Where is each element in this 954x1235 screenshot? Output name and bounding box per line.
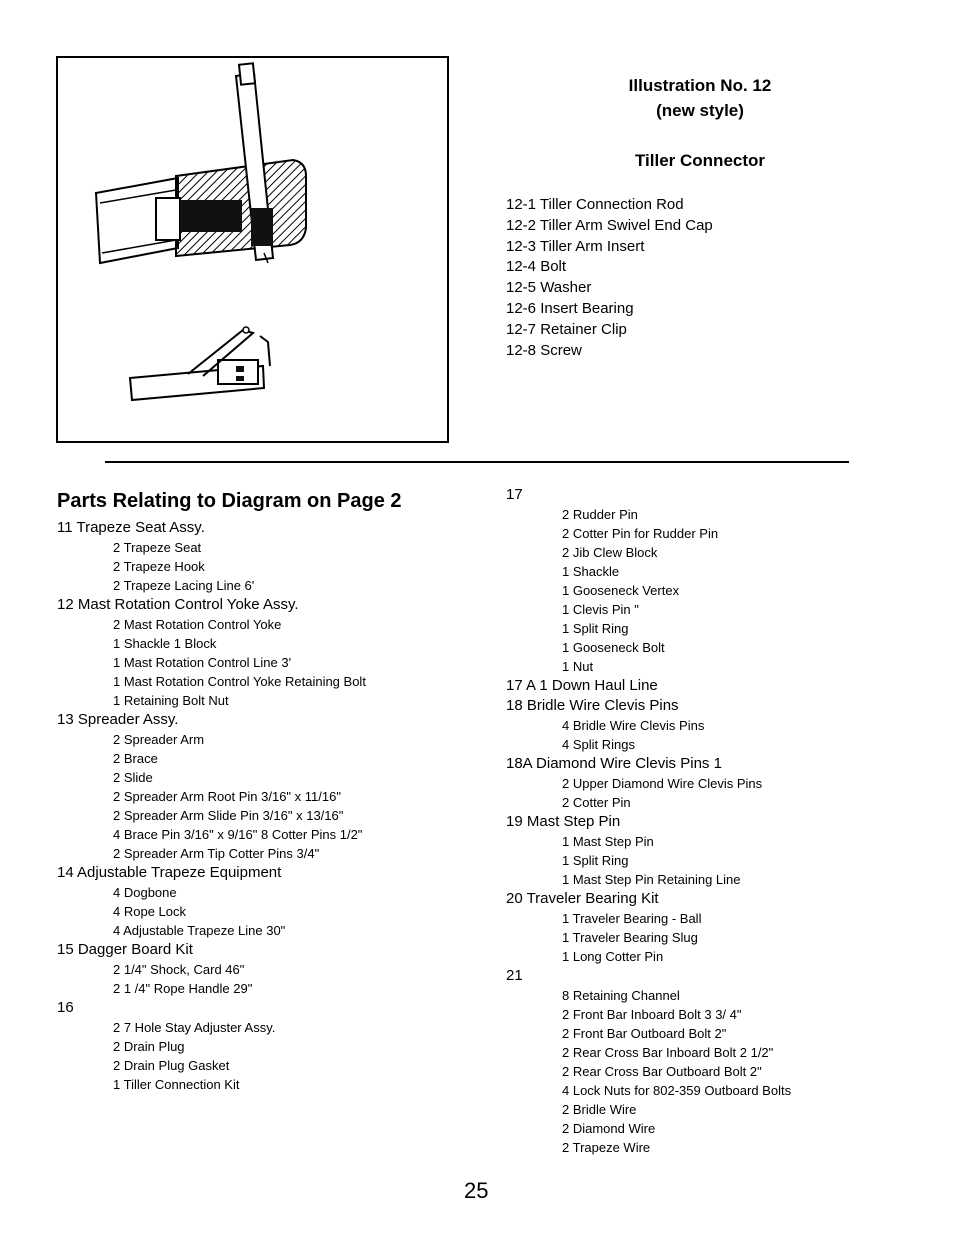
parts-list-item: 2 Rudder Pin (562, 507, 638, 522)
parts-list-item: 2 Diamond Wire (562, 1121, 656, 1136)
illustration-frame (56, 56, 449, 443)
parts-list-item: 2 Trapeze Wire (562, 1140, 651, 1155)
legend-item: 12-5 Washer (506, 279, 592, 297)
parts-list-item: 1 Mast Step Pin (562, 834, 654, 849)
parts-list-item: 8 Retaining Channel (562, 988, 680, 1003)
parts-list-item: 4 Bridle Wire Clevis Pins (562, 718, 705, 733)
parts-list-item: 4 Rope Lock (113, 904, 186, 919)
parts-list-item: 2 Brace (113, 751, 158, 766)
legend-item: 12-8 Screw (506, 341, 582, 359)
parts-list-item: 1 Nut (562, 659, 594, 674)
parts-list-item: 1 Long Cotter Pin (562, 949, 664, 964)
parts-list-item: 2 Drain Plug (113, 1039, 185, 1054)
tiller-connector-drawing (58, 58, 447, 441)
parts-list-item: 1 Mast Rotation Control Line 3' (113, 655, 292, 670)
parts-group-label: 15 Dagger Board Kit (57, 941, 193, 958)
parts-list-item: 2 Rear Cross Bar Inboard Bolt 2 1/2" (562, 1045, 774, 1060)
parts-list-item: 2 Jib Clew Block (562, 545, 658, 560)
parts-list-item: 2 Rear Cross Bar Outboard Bolt 2" (562, 1064, 762, 1079)
parts-list-item: 2 Spreader Arm Root Pin 3/16" x 11/16" (113, 789, 341, 804)
parts-group-label: 18A Diamond Wire Clevis Pins 1 (506, 755, 722, 772)
legend-item: 12-4 Bolt (506, 258, 567, 276)
parts-list-item: 2 1/4" Shock, Card 46" (113, 962, 245, 977)
parts-group-label: 19 Mast Step Pin (506, 813, 621, 830)
parts-group-label: 12 Mast Rotation Control Yoke Assy. (57, 596, 299, 613)
parts-group-label: 11 Trapeze Seat Assy. (57, 519, 205, 536)
parts-list-item: 2 Mast Rotation Control Yoke (113, 617, 282, 632)
parts-list-right (506, 485, 791, 1157)
parts-group-label: 16 (57, 999, 74, 1016)
parts-list-item: 2 Front Bar Inboard Bolt 3 3/ 4" (562, 1007, 742, 1022)
parts-list-item: 1 Split Ring (562, 853, 629, 868)
parts-list-item: 2 Trapeze Seat (113, 540, 202, 555)
parts-list-item: 1 Gooseneck Bolt (562, 640, 665, 655)
parts-group-label: 21 (506, 967, 523, 984)
parts-list-item: 2 Cotter Pin for Rudder Pin (562, 526, 719, 541)
parts-group-label: 13 Spreader Assy. (57, 711, 179, 728)
parts-group-label: 17 A 1 Down Haul Line (506, 677, 658, 694)
parts-list-item: 2 1 /4" Rope Handle 29" (113, 981, 253, 996)
parts-list-item: 2 Slide (113, 770, 153, 785)
parts-list-item: 1 Mast Rotation Control Yoke Retaining Bolt (113, 674, 366, 689)
parts-list-item: 2 Trapeze Lacing Line 6' (113, 578, 255, 593)
parts-list-item: 2 Bridle Wire (562, 1102, 637, 1117)
parts-list-item: 1 Gooseneck Vertex (562, 583, 680, 598)
legend-item: 12-7 Retainer Clip (506, 320, 627, 338)
parts-list-item: 2 Drain Plug Gasket (113, 1058, 230, 1073)
parts-list-item: 1 Shackle (562, 564, 620, 579)
parts-list-item: 2 Upper Diamond Wire Clevis Pins (562, 776, 763, 791)
illustration-legend (506, 195, 713, 361)
parts-group-label: 17 (506, 486, 523, 503)
legend-item: 12-3 Tiller Arm Insert (506, 237, 645, 255)
parts-list-left (57, 518, 366, 1094)
section-divider (105, 461, 849, 463)
parts-list-item: 1 Tiller Connection Kit (113, 1077, 240, 1092)
parts-list-item: 4 Adjustable Trapeze Line 30" (113, 923, 286, 938)
parts-section-title: Parts Relating to Diagram on Page 2 (57, 490, 402, 512)
parts-list-item: 2 Spreader Arm Slide Pin 3/16" x 13/16" (113, 808, 344, 823)
parts-list-item: 1 Mast Step Pin Retaining Line (562, 872, 741, 887)
parts-list-item: 2 7 Hole Stay Adjuster Assy. (113, 1020, 276, 1035)
illustration-subtitle: (new style) (656, 101, 744, 120)
parts-list-item: 2 Cotter Pin (562, 795, 631, 810)
legend-item: 12-1 Tiller Connection Rod (506, 196, 684, 213)
parts-list-item: 2 Spreader Arm Tip Cotter Pins 3/4" (113, 846, 320, 861)
legend-item: 12-6 Insert Bearing (506, 299, 634, 317)
parts-group-label: 18 Bridle Wire Clevis Pins (506, 697, 679, 714)
illustration-title: Illustration No. 12 (628, 76, 772, 95)
parts-group-label: 20 Traveler Bearing Kit (506, 890, 659, 907)
parts-list-item: 1 Traveler Bearing - Ball (562, 911, 702, 926)
parts-list-item: 2 Spreader Arm (113, 732, 205, 747)
parts-list-item: 4 Lock Nuts for 802-359 Outboard Bolts (562, 1083, 792, 1098)
parts-list-item: 4 Split Rings (562, 737, 635, 752)
parts-list-item: 1 Retaining Bolt Nut (113, 693, 229, 708)
parts-list-item: 4 Brace Pin 3/16" x 9/16" 8 Cotter Pins 1/2" (113, 827, 363, 842)
parts-list-item: 1 Traveler Bearing Slug (562, 930, 698, 945)
parts-list-item: 1 Shackle 1 Block (113, 636, 217, 651)
illustration-subject: Tiller Connector (634, 151, 766, 170)
parts-list-item: 2 Front Bar Outboard Bolt 2" (562, 1026, 727, 1041)
legend-item: 12-2 Tiller Arm Swivel End Cap (506, 216, 713, 234)
page-number: 25 (464, 1178, 489, 1203)
parts-list-item: 2 Trapeze Hook (113, 559, 205, 574)
parts-group-label: 14 Adjustable Trapeze Equipment (57, 864, 282, 881)
parts-list-item: 1 Clevis Pin " (562, 602, 639, 617)
parts-list-item: 1 Split Ring (562, 621, 629, 636)
parts-list-item: 4 Dogbone (113, 885, 177, 900)
